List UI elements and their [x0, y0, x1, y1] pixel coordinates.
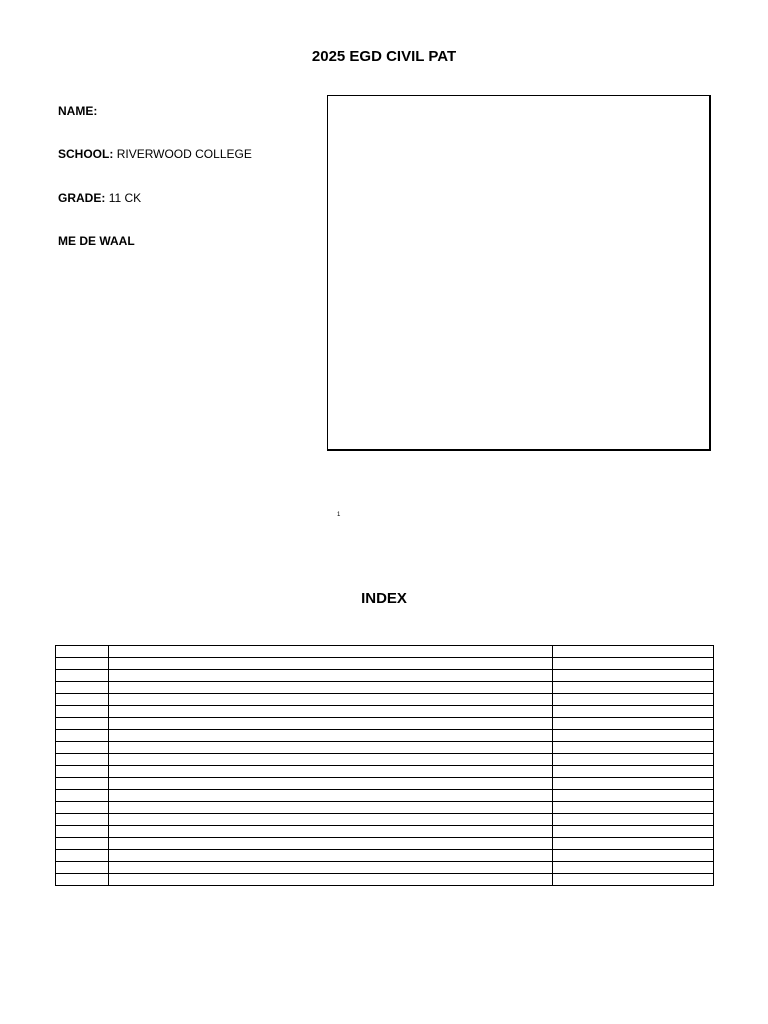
- table-row: [56, 682, 714, 694]
- index-cell-page: [553, 718, 714, 730]
- index-cell-number: [56, 658, 109, 670]
- table-row: [56, 814, 714, 826]
- index-cell-description: [109, 862, 553, 874]
- index-cell-number: [56, 850, 109, 862]
- index-cell-number: [56, 790, 109, 802]
- index-cell-description: [109, 742, 553, 754]
- index-cell-page: [553, 754, 714, 766]
- table-row: [56, 838, 714, 850]
- index-cell-number: [56, 706, 109, 718]
- table-row: [56, 778, 714, 790]
- index-cell-number: [56, 742, 109, 754]
- table-row: [56, 850, 714, 862]
- school-label: SCHOOL:: [58, 147, 114, 161]
- index-cell-description: [109, 646, 553, 658]
- table-row: [56, 826, 714, 838]
- index-cell-description: [109, 754, 553, 766]
- index-cell-description: [109, 658, 553, 670]
- document-title: 2025 EGD CIVIL PAT: [311, 48, 457, 65]
- index-cell-description: [109, 790, 553, 802]
- index-cell-page: [553, 826, 714, 838]
- name-label: NAME:: [58, 104, 98, 118]
- index-table: [55, 645, 714, 886]
- index-cell-page: [553, 670, 714, 682]
- index-cell-page: [553, 766, 714, 778]
- index-title: INDEX: [361, 590, 407, 607]
- table-row: [56, 730, 714, 742]
- table-row: [56, 790, 714, 802]
- table-row: [56, 802, 714, 814]
- table-row: [56, 754, 714, 766]
- index-table-body: [56, 646, 714, 886]
- name-line: [58, 103, 97, 119]
- table-row: [56, 718, 714, 730]
- footnote-marker: 1: [337, 512, 341, 518]
- table-row: [56, 742, 714, 754]
- index-cell-description: [109, 682, 553, 694]
- index-cell-number: [56, 646, 109, 658]
- index-cell-number: [56, 694, 109, 706]
- table-row: [56, 694, 714, 706]
- index-cell-description: [109, 850, 553, 862]
- index-cell-page: [553, 658, 714, 670]
- index-cell-page: [553, 694, 714, 706]
- index-cell-page: [553, 790, 714, 802]
- index-cell-description: [109, 826, 553, 838]
- index-cell-page: [553, 874, 714, 886]
- index-cell-number: [56, 802, 109, 814]
- index-cell-number: [56, 874, 109, 886]
- index-cell-page: [553, 682, 714, 694]
- index-cell-description: [109, 874, 553, 886]
- table-row: [56, 670, 714, 682]
- index-cell-description: [109, 706, 553, 718]
- index-cell-description: [109, 778, 553, 790]
- index-cell-page: [553, 802, 714, 814]
- index-cell-page: [553, 838, 714, 850]
- grade-line: [58, 190, 141, 206]
- index-cell-number: [56, 814, 109, 826]
- index-cell-number: [56, 826, 109, 838]
- index-cell-page: [553, 862, 714, 874]
- index-cell-description: [109, 670, 553, 682]
- cover-image-frame: [327, 95, 711, 451]
- index-cell-description: [109, 694, 553, 706]
- index-cell-page: [553, 646, 714, 658]
- index-cell-number: [56, 682, 109, 694]
- index-cell-number: [56, 838, 109, 850]
- table-row: [56, 706, 714, 718]
- index-cell-number: [56, 862, 109, 874]
- school-value: RIVERWOOD COLLEGE: [116, 147, 252, 161]
- teacher-line: [58, 233, 135, 249]
- index-cell-description: [109, 766, 553, 778]
- index-cell-description: [109, 838, 553, 850]
- index-cell-number: [56, 778, 109, 790]
- index-cell-number: [56, 754, 109, 766]
- index-cell-number: [56, 670, 109, 682]
- table-row: [56, 874, 714, 886]
- table-row: [56, 766, 714, 778]
- index-cell-number: [56, 718, 109, 730]
- index-cell-description: [109, 802, 553, 814]
- index-cell-page: [553, 850, 714, 862]
- index-cell-number: [56, 730, 109, 742]
- index-cell-page: [553, 778, 714, 790]
- index-cell-number: [56, 766, 109, 778]
- index-cell-description: [109, 718, 553, 730]
- index-cell-page: [553, 814, 714, 826]
- table-row: [56, 646, 714, 658]
- grade-value: 11 CK: [108, 191, 142, 205]
- teacher-name: ME DE WAAL: [58, 234, 135, 248]
- index-cell-page: [553, 742, 714, 754]
- table-row: [56, 862, 714, 874]
- index-cell-page: [553, 730, 714, 742]
- index-cell-description: [109, 814, 553, 826]
- index-cell-description: [109, 730, 553, 742]
- index-cell-page: [553, 706, 714, 718]
- school-line: [58, 146, 252, 162]
- table-row: [56, 658, 714, 670]
- grade-label: GRADE:: [58, 191, 106, 205]
